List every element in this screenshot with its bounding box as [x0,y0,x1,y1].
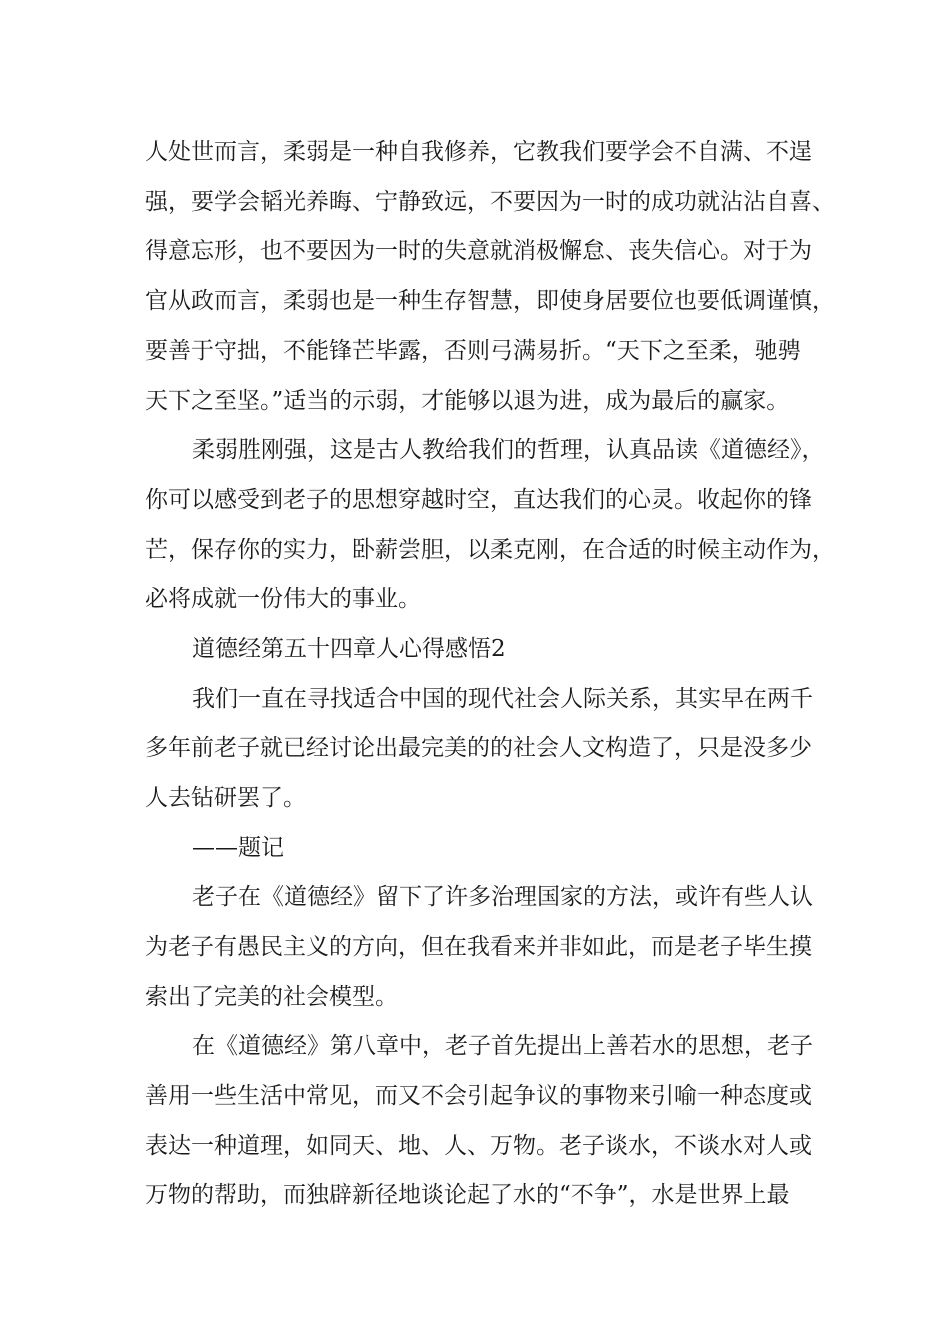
section-heading: 道德经第五十四章人心得感悟2 [192,636,506,662]
paragraph-first-line: 柔弱胜刚强，这是古人教给我们的哲理，认真品读《道德经》， [192,437,825,463]
text-line: 索出了完美的社会模型。 [145,984,398,1010]
text-line: 为老子有愚民主义的方向，但在我看来并非如此，而是老子毕生摸 [145,934,812,960]
text-line: 芒，保存你的实力，卧薪尝胆，以柔克刚，在合适的时候主动作为， [145,537,835,563]
text-line: 必将成就一份伟大的事业。 [145,586,421,612]
text-line: 人处世而言，柔弱是一种自我修养，它教我们要学会不自满、不逞 [145,139,812,165]
paragraph-first-line: 老子在《道德经》留下了许多治理国家的方法，或许有些人认 [192,884,813,910]
text-line: 表达一种道理，如同天、地、人、万物。老子谈水，不谈水对人或 [145,1133,812,1159]
epigraph-attribution: ——题记 [192,835,284,861]
text-line: 人去钻研罢了。 [145,785,306,811]
paragraph-first-line: 在《道德经》第八章中，老子首先提出上善若水的思想，老子 [192,1033,813,1059]
text-line: 多年前老子就已经讨论出最完美的的社会人文构造了，只是没多少 [145,735,812,761]
text-line: 官从政而言，柔弱也是一种生存智慧，即使身居要位也要低调谨慎， [145,288,835,314]
text-line: 天下之至坚。”适当的示弱，才能够以退为进，成为最后的赢家。 [145,388,790,414]
text-line: 你可以感受到老子的思想穿越时空，直达我们的心灵。收起你的锋 [145,487,812,513]
text-line: 要善于守拙，不能锋芒毕露，否则弓满易折。“天下之至柔，驰骋 [145,338,801,364]
paragraph-first-line: 我们一直在寻找适合中国的现代社会人际关系，其实早在两千 [192,686,813,712]
text-line: 善用一些生活中常见，而又不会引起争议的事物来引喻一种态度或 [145,1083,812,1109]
text-line: 万物的帮助，而独辟新径地谈论起了水的“不争”，水是世界上最 [145,1182,790,1208]
text-line: 强，要学会韬光养晦、宁静致远，不要因为一时的成功就沾沾自喜、 [145,189,835,215]
text-line: 得意忘形，也不要因为一时的失意就消极懈怠、丧失信心。对于为 [145,238,812,264]
